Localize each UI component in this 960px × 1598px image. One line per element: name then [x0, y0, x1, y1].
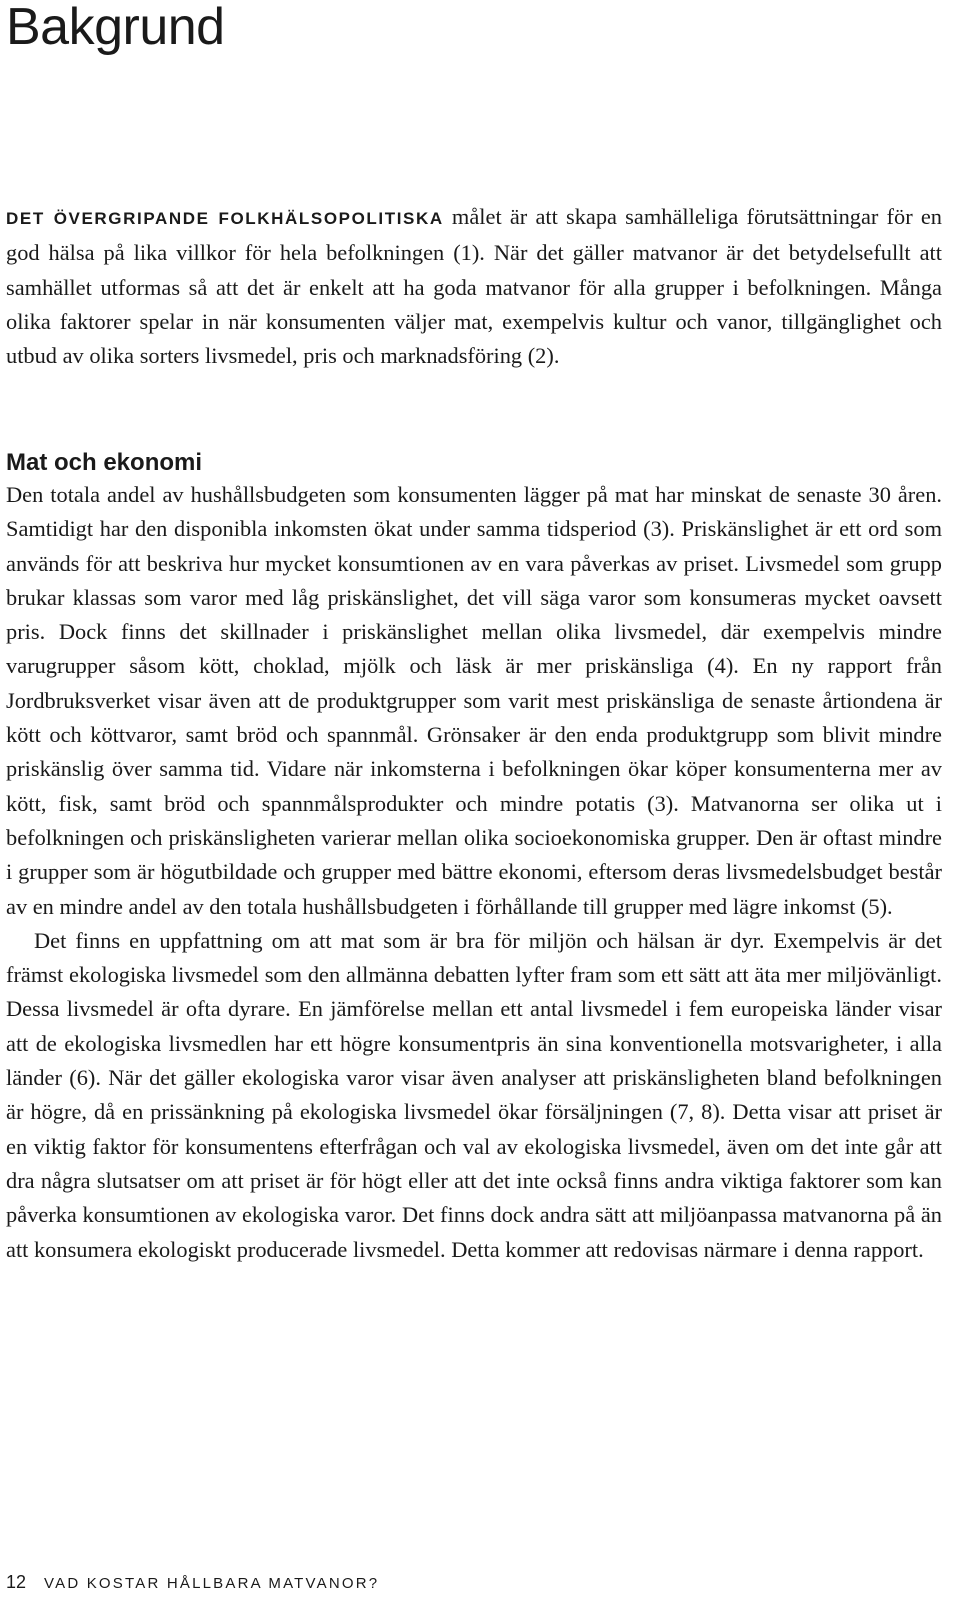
page-title: Bakgrund: [6, 0, 225, 56]
section-body: [6, 478, 942, 1267]
intro-body: målet är att skapa samhälleliga förutsättningar för en god hälsa på lika villkor för hela befolkningen (1). När det gäller matvanor är det betydelsefullt att samhället utformas så att det är enkelt att ha goda matvanor för alla grupper i befolkningen. Många olika faktorer spelar in när konsumenten väljer mat, exempelvis kultur och vanor, tillgänglighet och utbud av olika sorters livsmedel, pris och marknadsföring (2).: [6, 204, 942, 369]
intro-paragraph: [6, 200, 942, 373]
running-footer-title: VAD KOSTAR HÅLLBARA MATVANOR?: [44, 1575, 380, 1592]
page-number: 12: [6, 1572, 27, 1592]
paragraph-2: Det finns en uppfattning om att mat som är bra för miljön och hälsan är dyr. Exempelvis är det främst ekologiska livsmedel som den allmänna debatten lyfter fram som ett sätt att äta mer miljövänligt. Dessa livsmedel är ofta dyrare. En jämförelse mellan ett antal livsmedel i fem europeiska länder visar att de ekologiska livsmedlen har ett högre konsumentpris än sina konventionella motsvarigheter, i alla länder (6). När det gäller ekologiska varor visar även analyser att priskänsligheten bland befolkningen är högre, då en prissänkning på ekologiska livsmedel ökar försäljningen (7, 8). Detta visar att priset är en viktig faktor för konsumentens efterfrågan och val av ekologiska livsmedel, även om det inte går att dra några slutsatser om att priset är för högt eller att det inte också finns andra viktiga faktorer som kan påverka konsumtionen av ekologiska varor. Det finns dock andra sätt att miljöanpassa matvanorna på än att konsumera ekologiskt producerade livsmedel. Detta kommer att redovisas närmare i denna rapport.: [6, 927, 942, 1262]
section-heading: Mat och ekonomi: [6, 449, 203, 476]
lead-in-caps: DET ÖVERGRIPANDE FOLKHÄLSOPOLITISKA: [6, 209, 444, 228]
page-footer: [6, 1570, 379, 1596]
paragraph-1: Den totala andel av hushållsbudgeten som konsumenten lägger på mat har minskat de senaste 30 åren. Samtidigt har den disponibla inkomsten ökat under samma tidsperiod (3). Priskänslighet är ett ord som används för att beskriva hur mycket konsumtionen av en vara påverkas av priset. Livsmedel som grupp brukar klassas som varor med låg priskänslighet, det vill säga varor som konsumeras mycket oavsett pris. Dock finns det skillnader i priskänslighet mellan olika livsmedel, där exempelvis mindre varugrupper såsom kött, choklad, mjölk och läsk är mer priskänsliga (4). En ny rapport från Jordbruksverket visar även att de produktgrupper som varit mest priskänsliga de senaste årtiondena är kött och köttvaror, samt bröd och spannmål. Grönsaker är den enda produktgrupp som blivit mindre priskänslig över samma tid. Vidare när inkomsterna i befolkningen ökar köper konsumenterna mer av kött, fisk, samt bröd och spannmålsprodukter och mindre potatis (3). Matvanorna ser olika ut i befolkningen och priskänsligheten varierar mellan olika socioekonomiska grupper. Den är oftast mindre i grupper som är högutbildade och grupper med bättre ekonomi, eftersom deras livsmedelsbudget består av en mindre andel av den totala hushållsbudgeten i förhållande till grupper med lägre inkomst (5).: [6, 482, 942, 919]
intro-text: [6, 200, 942, 373]
